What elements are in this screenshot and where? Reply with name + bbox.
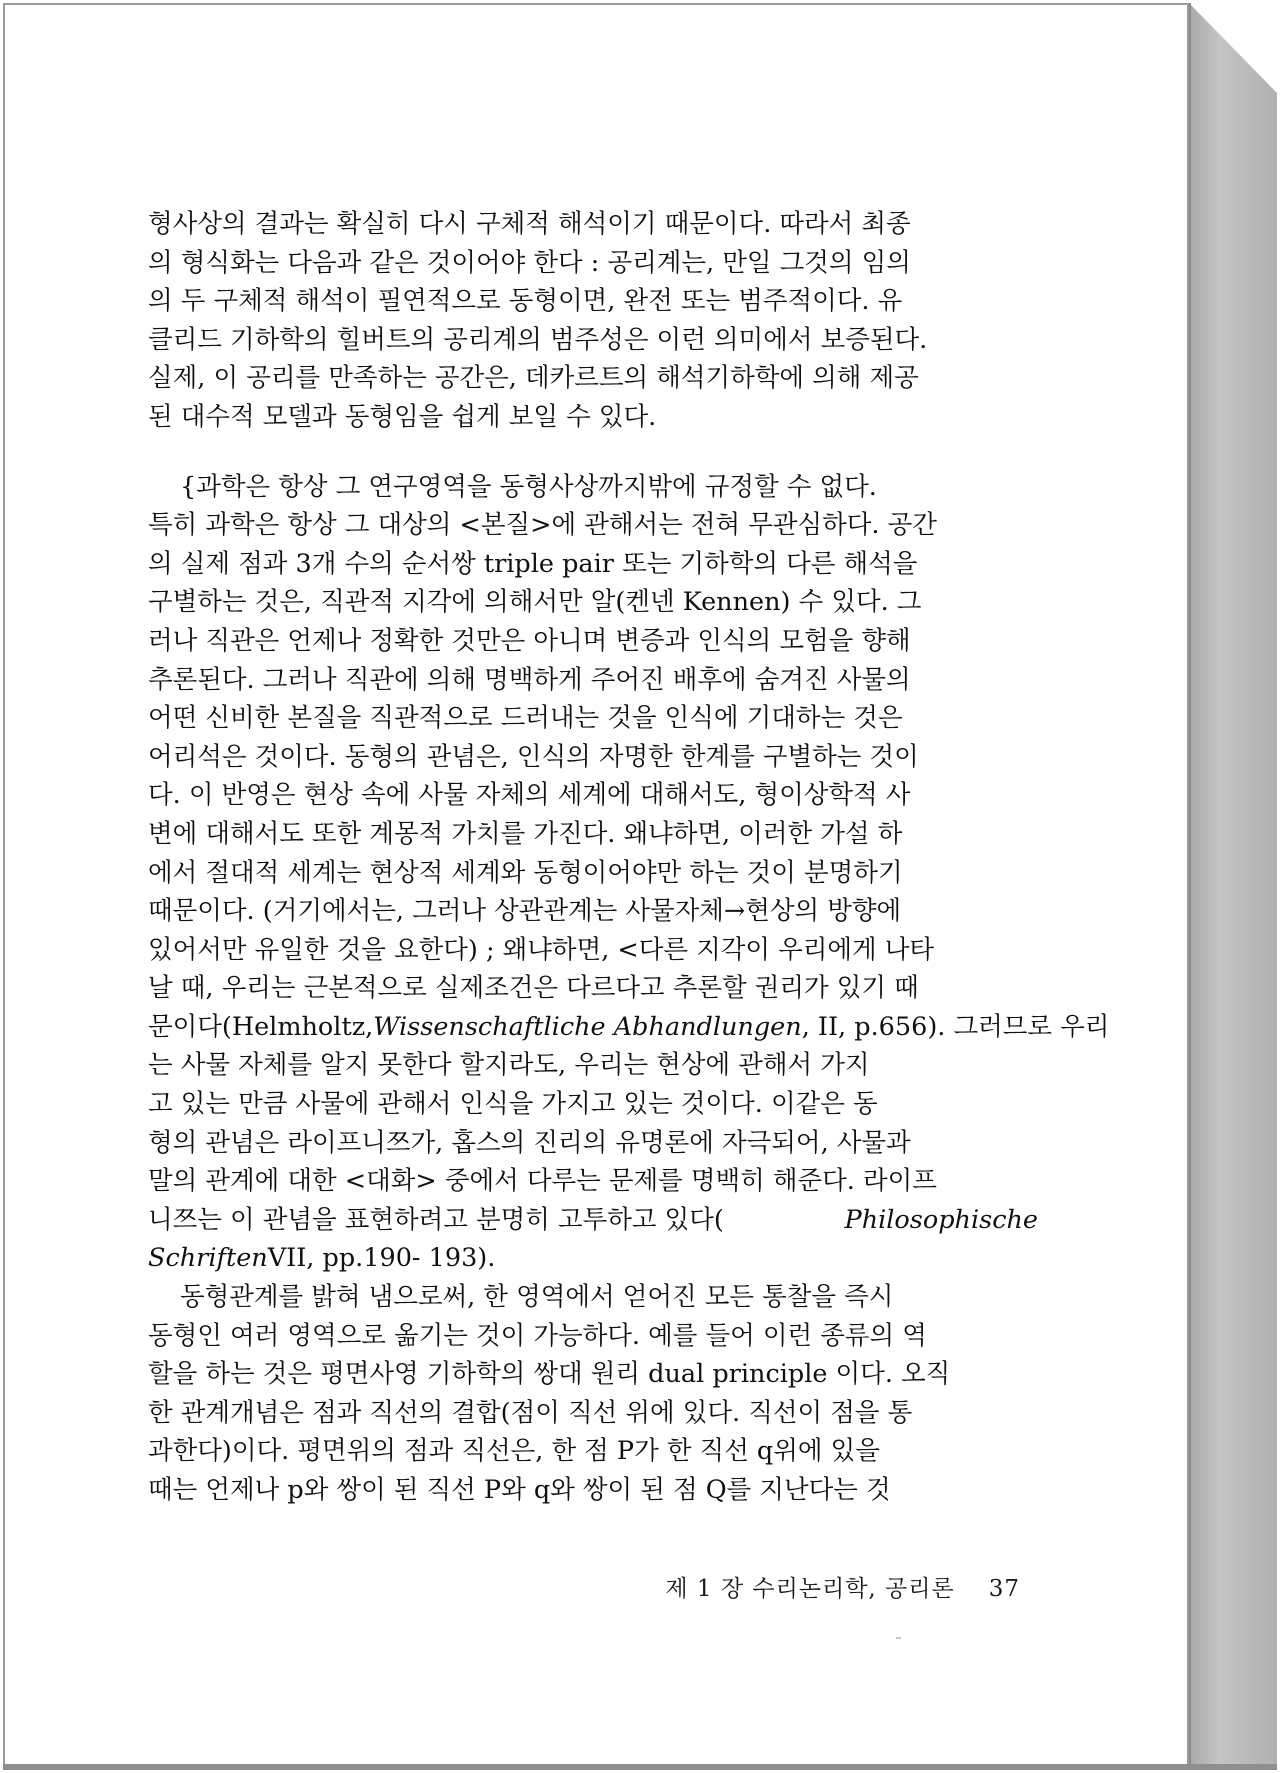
citation-text: VII, pp.190- 193). xyxy=(267,1243,496,1274)
bottom-edge xyxy=(3,1764,1277,1770)
text-line: 때는 언제나 p와 쌍이 된 직선 P와 q와 쌍이 된 점 Q를 지난다는 것 xyxy=(148,1475,891,1505)
text-line-citation xyxy=(148,1201,1038,1240)
text-line: 실제, 이 공리를 만족하는 공간은, 데카르트의 해석기하학에 의해 제공 xyxy=(148,363,919,394)
citation-title: Philosophische xyxy=(844,1204,1038,1235)
text-line-citation xyxy=(148,1239,1038,1278)
text-line: 할을 하는 것은 평면사영 기하학의 쌍대 원리 dual principle 이다. 오직 xyxy=(148,1359,951,1390)
text-line-citation xyxy=(148,1008,1110,1047)
text-line: 의 두 구체적 해석이 필연적으로 동형이면, 완전 또는 범주적이다. 유 xyxy=(148,286,903,317)
text-line: 날 때, 우리는 근본적으로 실제조건은 다르다고 추론할 권리가 있기 때 xyxy=(148,973,919,1004)
text-line: 때문이다. (거기에서는, 그러나 상관관계는 사물자체→현상의 방향에 xyxy=(148,896,902,927)
text-line: 의 형식화는 다음과 같은 것이어야 한다 : 공리계는, 만일 그것의 임의 xyxy=(148,247,911,278)
text-line: 어떤 신비한 본질을 직관적으로 드러내는 것을 인식에 기대하는 것은 xyxy=(148,703,903,734)
text-line: 있어서만 유일한 것을 요한다) ; 왜냐하면, <다른 지각이 우리에게 나타 xyxy=(148,934,935,965)
page-number: 37 xyxy=(988,1576,1020,1602)
citation-text: 문이다(Helmholtz, xyxy=(148,1011,374,1042)
book-page-edges xyxy=(1189,3,1277,1770)
text-line: 형사상의 결과는 확실히 다시 구체적 해석이기 때문이다. 따라서 최종 xyxy=(148,209,911,239)
text-line: 어리석은 것이다. 동형의 관념은, 인식의 자명한 한계를 구별하는 것이 xyxy=(148,741,919,772)
citation-title: Wissenschaftliche Abhandlungen xyxy=(373,1011,802,1042)
text-line: 의 실제 점과 3개 수의 순서쌍 triple pair 또는 기하학의 다른 해석을 xyxy=(148,548,918,579)
paragraph-1 xyxy=(148,205,1038,437)
text-line: 에서 절대적 세계는 현상적 세계와 동형이어야만 하는 것이 분명하기 xyxy=(148,857,903,888)
text-line: 클리드 기하학의 힐버트의 공리계의 범주성은 이런 의미에서 보증된다. xyxy=(148,324,928,355)
paragraph-3 xyxy=(148,1278,1038,1510)
text-line: 구별하는 것은, 직관적 지각에 의해서만 알(켄넨 Kennen) 수 있다. 그 xyxy=(148,587,922,618)
page-edge-line xyxy=(1189,3,1191,1766)
text-line: 변에 대해서도 또한 계몽적 가치를 가진다. 왜냐하면, 이러한 가설 하 xyxy=(148,818,903,849)
text-line: 고 있는 만큼 사물에 관해서 인식을 가지고 있는 것이다. 이같은 동 xyxy=(148,1089,878,1120)
page-body xyxy=(148,205,1110,1510)
text-line: 동형관계를 밝혀 냄으로써, 한 영역에서 얻어진 모든 통찰을 즉시 xyxy=(180,1282,894,1313)
text-line: 형의 관념은 라이프니쯔가, 홉스의 진리의 유명론에 자극되어, 사물과 xyxy=(148,1127,911,1158)
citation-text: 니쯔는 이 관념을 표현하려고 분명히 고투하고 있다( xyxy=(148,1204,724,1235)
text-line: 된 대수적 모델과 동형임을 쉽게 보일 수 있다. xyxy=(148,401,657,432)
text-line: 추론된다. 그러나 직관에 의해 명백하게 주어진 배후에 숨겨진 사물의 xyxy=(148,664,911,695)
text-line: 동형인 여러 영역으로 옮기는 것이 가능하다. 예를 들어 이런 종류의 역 xyxy=(148,1320,927,1351)
citation-text: , II, p.656). 그러므로 우리 xyxy=(801,1011,1110,1042)
text-line: {과학은 항상 그 연구영역을 동형사상까지밖에 규정할 수 없다. xyxy=(180,471,877,502)
paragraph-2 xyxy=(148,468,1110,1278)
text-line: 는 사물 자체를 알지 못한다 할지라도, 우리는 현상에 관해서 가지 xyxy=(148,1050,870,1081)
running-footer-chapter: 제 1 장 수리논리학, 공리론 xyxy=(665,1576,955,1602)
text-line: 한 관계개념은 점과 직선의 결합(점이 직선 위에 있다. 직선이 점을 통 xyxy=(148,1397,913,1428)
text-line: 다. 이 반영은 현상 속에 사물 자체의 세계에 대해서도, 형이상학적 사 xyxy=(148,780,911,811)
text-line: 특히 과학은 항상 그 대상의 <본질>에 관해서는 전혀 무관심하다. 공간 xyxy=(148,510,937,541)
page-footer xyxy=(590,1570,1020,1603)
text-line: 러나 직관은 언제나 정확한 것만은 아니며 변증과 인식의 모험을 향해 xyxy=(148,625,911,656)
scan-speck xyxy=(896,1637,901,1639)
text-line: 과한다)이다. 평면위의 점과 직선은, 한 점 P가 한 직선 q위에 있을 xyxy=(148,1436,880,1467)
text-line: 말의 관계에 대한 <대화> 중에서 다루는 문제를 명백히 해준다. 라이프 xyxy=(148,1166,937,1197)
citation-title: Schriften xyxy=(148,1243,268,1274)
